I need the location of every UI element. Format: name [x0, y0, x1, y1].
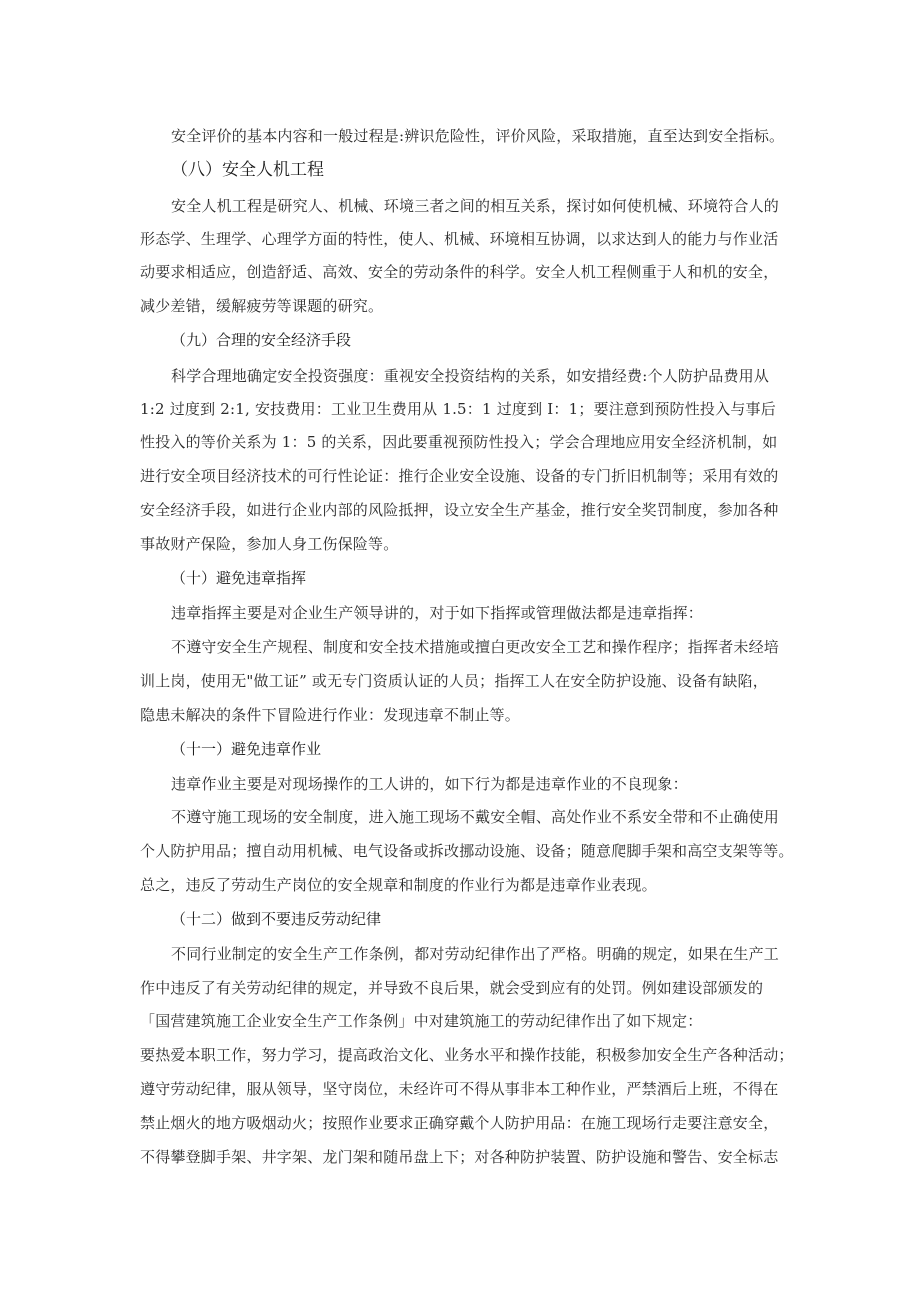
- paragraph-line: 不遵守安全生产规程、制度和安全技术措施或擅白更改安全工艺和操作程序；指挥者未经培: [171, 638, 780, 656]
- paragraph-line: 不同行业制定的安全生产工作条例，都对劳动纪律作出了严格。明确的规定，如果在生产工: [171, 945, 780, 963]
- paragraph-line: 违章作业主要是对现场操作的工人讲的，如下行为都是违章作业的不良现象：: [171, 775, 688, 793]
- paragraph-line: 安全人机工程是研究人、机械、环境三者之间的相互关系，探讨如何使机械、环境符合人的: [171, 197, 780, 215]
- paragraph-line: 总之，违反了劳动生产岗位的安全规章和制度的作业行为都是违章作业表现。: [140, 876, 657, 894]
- paragraph-line: 科学合理地确定安全投资强度：重视安全投资结构的关系，如安措经费:个人防护品费用从: [171, 367, 770, 385]
- paragraph-line: 性投入的等价关系为 1：5 的关系，因此要重视预防性投入；学会合理地应用安全经济机制，如: [140, 433, 778, 451]
- paragraph-line: 减少差错，缓解疲劳等课题的研究。: [140, 297, 384, 315]
- paragraph-line: 遵守劳动纪律，服从领导，坚守岗位，未经许可不得从事非本工种作业，严禁酒后上班，不得在: [140, 1080, 779, 1098]
- section-heading-9: （九）合理的安全经济手段: [171, 331, 352, 349]
- paragraph-line: 形态学、生理学、心理学方面的特性，使人、机械、环境相互协调，以求达到人的能力与作业活: [140, 230, 779, 248]
- paragraph-line: 1:2 过度到 2:1, 安技费用：工业卫生费用从 1.5：1 过度到 I：1；要注意到预防性投入与事后: [140, 400, 776, 418]
- paragraph-line: 作中违反了有关劳动纪律的规定，并导致不良后果，就会受到应有的处罚。例如建设部颁发的: [140, 979, 764, 997]
- paragraph-line: 动要求相适应，创造舒适、高效、安全的劳动条件的科学。安全人机工程侧重于人和机的安全，: [140, 263, 779, 281]
- section-heading-8: （八）安全人机工程: [171, 160, 324, 180]
- paragraph-line: 安全评价的基本内容和一般过程是:辨识危险性，评价风险，采取措施，直至达到安全指标。: [171, 127, 785, 145]
- paragraph-line: 违章指挥主要是对企业生产领导讲的，对于如下指挥或管理做法都是违章指挥：: [171, 604, 704, 622]
- paragraph-line: 不得攀登脚手架、井字架、龙门架和随吊盘上下；对各种防护装置、防护设施和警告、安全标志: [140, 1148, 779, 1166]
- paragraph-line: 隐患未解决的条件下冒险进行作业：发现违章不制止等。: [140, 706, 521, 724]
- paragraph-line: 要热爱本职工作，努力学习，提高政治文化、业务水平和操作技能，积极参加安全生产各种活动；: [140, 1046, 794, 1064]
- paragraph-line: 「国营建筑施工企业安全生产工作条例」中对建筑施工的劳动纪律作出了如下规定：: [140, 1012, 703, 1030]
- paragraph-line: 不遵守施工现场的安全制度，进入施工现场不戴安全帽、高处作业不系安全带和不止确使用: [171, 808, 780, 826]
- paragraph-line: 事故财产保险，参加人身工伤保险等。: [140, 535, 399, 553]
- paragraph-line: 禁止烟火的地方吸烟动火；按照作业要求正确穿戴个人防护用品：在施工现场行走要注意安全，: [140, 1114, 779, 1132]
- section-heading-12: （十二）做到不要违反劳动纪律: [171, 910, 382, 928]
- paragraph-line: 安全经济手段，如进行企业内部的风险抵押，设立安全生产基金，推行安全奖罚制度，参加各种: [140, 501, 779, 519]
- section-heading-10: （十）避免违章指挥: [171, 569, 307, 587]
- section-heading-11: （十一）避免违章作业: [171, 740, 322, 758]
- paragraph-line: 个人防护用品；擅自动用机械、电气设备或拆改挪动设施、设备；随意爬脚手架和高空支架等等。: [140, 842, 794, 860]
- paragraph-line: 进行安全项目经济技术的可行性论证：推行企业安全设施、设备的专门折旧机制等；采用有效的: [140, 467, 779, 485]
- paragraph-line: 训上岗，使用无"做工证” 或无专门资质认证的人员；指挥工人在安全防护设施、设备有缺陷，: [140, 672, 768, 690]
